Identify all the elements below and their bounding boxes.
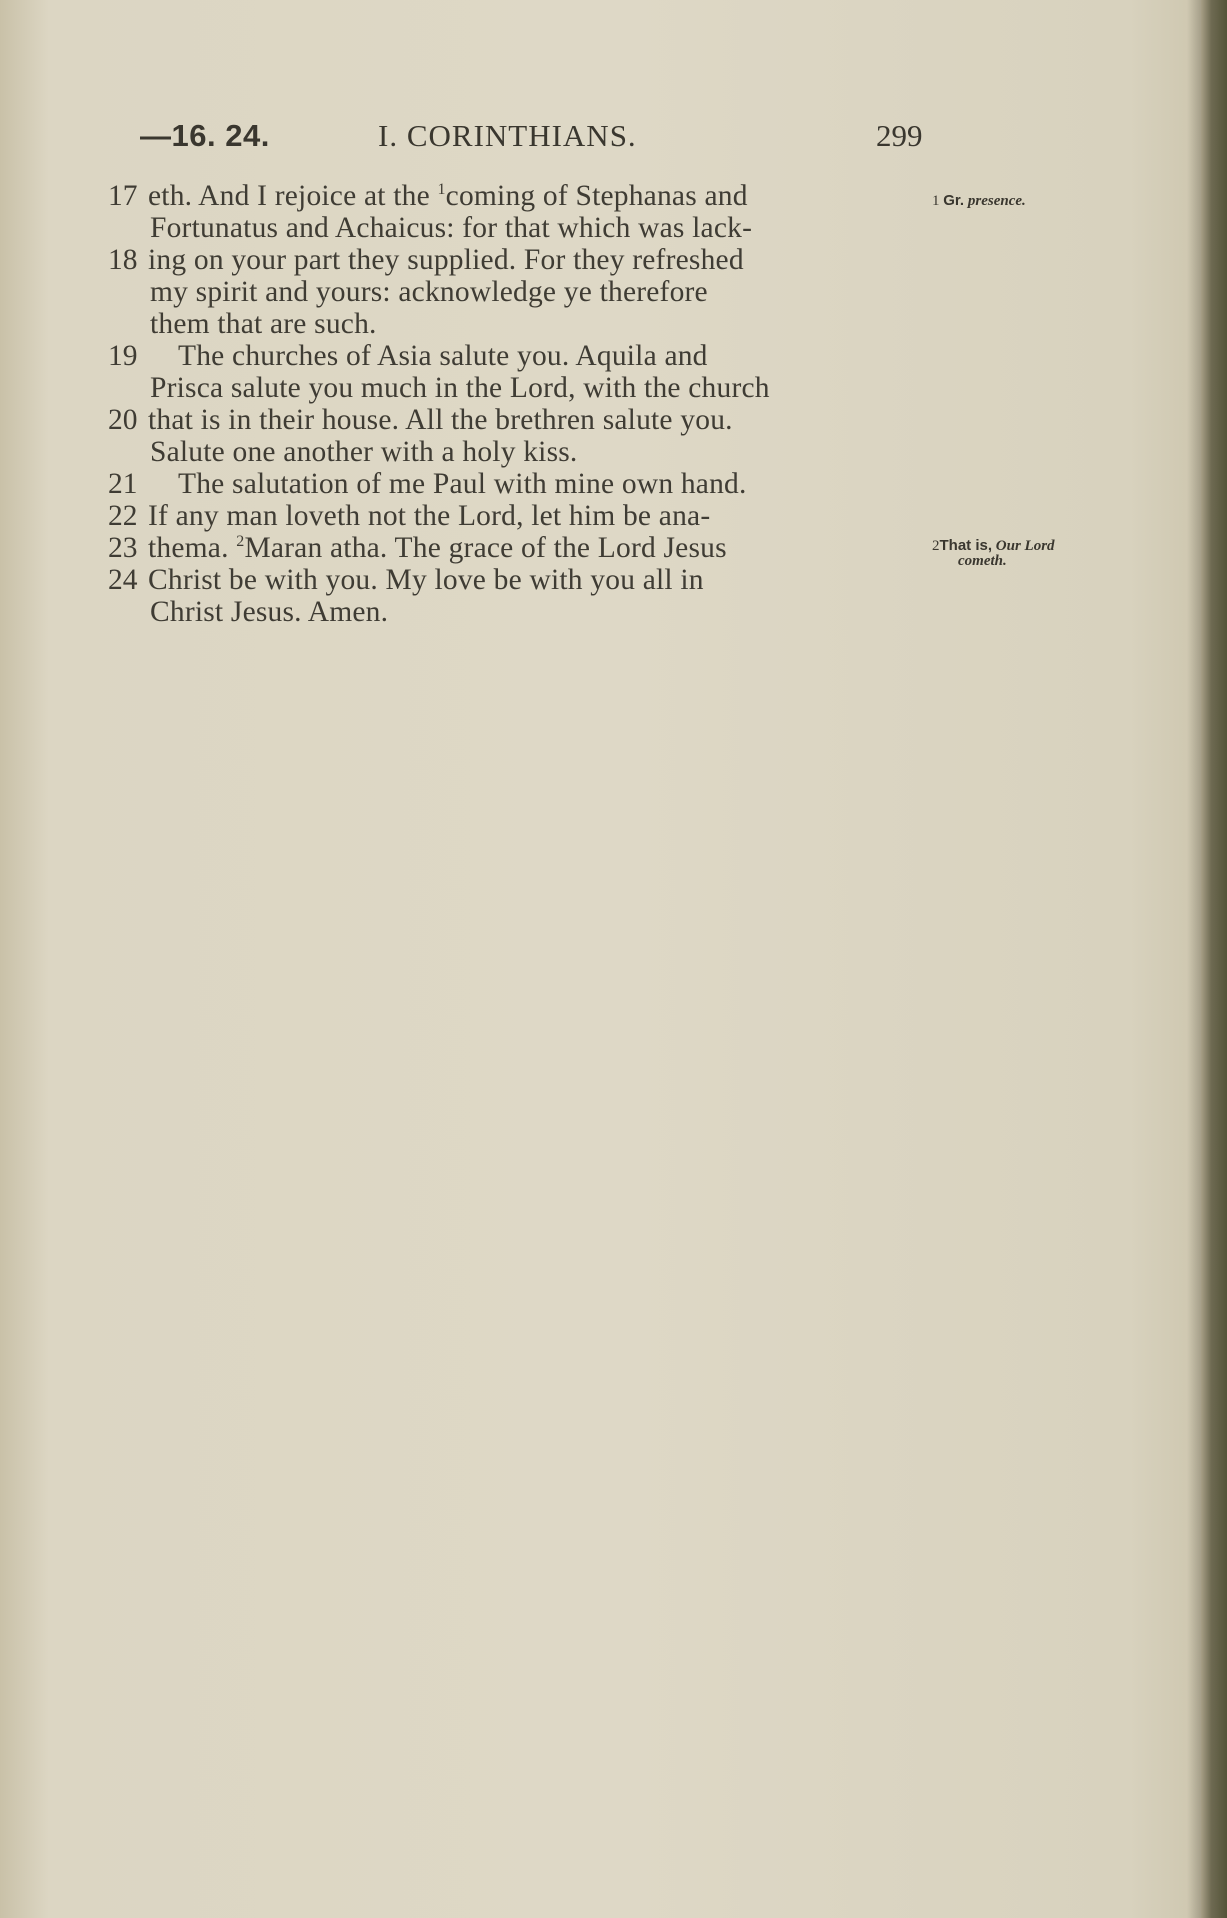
running-header [140,118,940,168]
text-line [100,468,1100,502]
margin-note-1: 1 Gr. presence. [932,192,1026,209]
line-text: Christ Jesus. Amen. [150,596,389,628]
line-text: thema. $^2$Maran atha. The grace of the Lord Jesus [148,532,727,564]
verse-number: 23 [108,532,138,564]
line-text: Prisca salute you much in the Lord, with the church [150,372,770,404]
page-number: 299 [876,118,923,153]
footnote-marker: 1 [437,181,446,198]
text-line [100,212,1100,246]
line-text: If any man loveth not the Lord, let him be ana- [148,500,711,532]
text-line [100,244,1100,278]
margin-note-2: 2That is, Our Lord cometh. [932,537,1055,569]
verse-number: 19 [108,340,138,372]
line-text: The salutation of me Paul with mine own hand. [178,468,747,500]
text-line [100,596,1100,630]
text-line [100,340,1100,374]
verse-number: 24 [108,564,138,596]
verse-number: 18 [108,244,138,276]
line-text: Fortunatus and Achaicus: for that which was lack- [150,212,753,244]
text-line [100,276,1100,310]
text-line [100,308,1100,342]
line-text: that is in their house. All the brethren salute you. [148,404,733,436]
page-gutter-shadow [1187,0,1201,1918]
line-text: eth. And I rejoice at the $^1$coming of Stephanas and [148,180,748,212]
chapter-verse-ref: —16. 24. [140,118,270,153]
verse-number: 20 [108,404,138,436]
text-line [100,436,1100,470]
book-title: I. CORINTHIANS. [378,118,637,153]
text-line [100,372,1100,406]
text-line [100,564,1100,598]
book-edge [1201,0,1227,1918]
verse-number: 21 [108,468,138,500]
line-text: The churches of Asia salute you. Aquila and [178,340,708,372]
verse-number: 17 [108,180,138,212]
line-text: my spirit and yours: acknowledge ye therefore [150,276,708,308]
verse-number: 22 [108,500,138,532]
line-text: Salute one another with a holy kiss. [150,436,578,468]
text-line [100,500,1100,534]
text-line [100,404,1100,438]
line-text: them that are such. [150,308,377,340]
footnote-marker: 2 [236,533,245,550]
line-text: Christ be with you. My love be with you all in [148,564,704,596]
line-text: ing on your part they supplied. For they refreshed [148,244,744,276]
